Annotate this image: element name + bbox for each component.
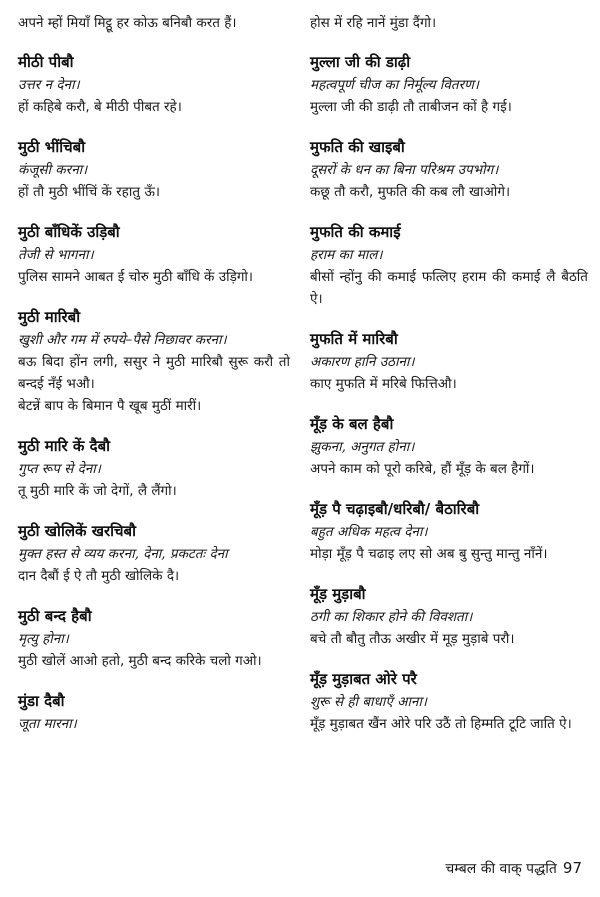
entry-example: काए मुफति में मरिबे फित्तिऔ। [310,376,457,392]
entry-meaning: कंजूसी करना। [18,162,88,178]
page-footer [445,858,582,879]
entry-meaning: गुप्त रूप से देना। [18,461,101,477]
entry-phrase: मुफति की कमाई [310,223,401,241]
continuation-text [310,12,588,34]
entry-phrase: मुंडा दैबौ [18,692,65,710]
entry-example: मुठी खोलें आओ हतो, मुठी बन्द करिके चलो गओ। [18,653,262,669]
entry [18,307,290,417]
left-column [18,12,290,754]
entry-phrase: मुठी बन्द हैबौ [18,607,92,625]
entry [310,499,588,565]
continuation-text [18,12,290,34]
entry [310,584,588,650]
entry-example-second: बेटन्नें बाप के बिमान पै खूब मुठीं मारीं। [18,398,202,414]
entry-meaning: झुकना, अनुगत होना। [310,439,415,455]
entry-phrase: मुठी खोलिकें खरचिबौ [18,522,137,540]
entry-example: मोड़ा मूँड़ पै चढाइ लए सो अब बु सुन्तु मान्तु नाँनें। [310,546,548,562]
entry-phrase: मुठी बाँधिकें उड़िबौ [18,223,120,241]
entry-phrase: मीठी पीबौ [18,53,74,71]
entry-example: तू मुठी मारि कें जो देगों, लै लैंगो। [18,483,177,499]
entry-example: होस में रहि नानें मुंडा दैंगो। [310,15,437,31]
entry-meaning: हराम का माल। [310,247,383,263]
entry-example: बचे तौ बौतु तौऊ अखीर में मूड़ मुड़ाबे परौ। [310,631,515,647]
entry-meaning: उत्तर न देना। [18,77,80,93]
entry-meaning: बहुत अधिक महत्व देना। [310,524,428,540]
entry-example: मुल्ला जी की डाढ़ी तौ ताबीजन कों है गई। [310,99,512,115]
entry [18,222,290,288]
entry-meaning: शुरू से ही बाधाएँ आना। [310,694,427,710]
entry-phrase: मूँड़ के बल हैबौ [310,415,394,433]
entry [18,521,290,587]
entry [18,436,290,502]
book-title: चम्बल की वाक् पद्धति [445,861,557,877]
entry-example: अपने म्हों मियाँ मिट्ठू हर कोऊ बनिबौ करत हैं। [18,15,237,31]
entry-phrase: मूँड़ मुड़ाबौ [310,585,366,603]
entry-meaning: मुक्त हस्त से व्यय करना, देना, प्रकटतः देना [18,546,228,562]
entry-phrase: मुल्ला जी की डाढ़ी [310,53,411,71]
entry [310,414,588,480]
entry [310,669,588,735]
entry-phrase: मुठी भींचिबौ [18,138,86,156]
entry [310,137,588,203]
entry [18,137,290,203]
entry-example: पुलिस सामने आबत ई चोरु मुठी बाँधि कें उड़िगो। [18,269,254,285]
entry-meaning: खुशी और गम में रुपये–पैसे निछावर करना। [18,332,227,348]
entry-meaning: जूता मारना। [18,716,77,732]
page-number: 97 [562,859,582,877]
entry [18,606,290,672]
entry-example: कछू तौ करौ, मुफति की कब लौ खाओगे। [310,184,511,200]
entry-example: दान दैबौं ई ऐ तौ मुठी खोलिके दै। [18,568,180,584]
entry-example: मूँड़ मुड़ाबत खैंन ओरे परि उठैं तो हिम्मति टूटि जाति ऐ। [310,716,572,732]
entry [310,329,588,395]
entry-example: हों कहिबे करौ, बे मीठी पीबत रहे। [18,99,182,115]
entry-phrase: मुफति की खाइबौ [310,138,405,156]
entry [310,52,588,118]
entry-phrase: मुफति में मारिबौ [310,330,398,348]
entry-phrase: मूँड़ पै चढ़ाइबौ/धरिबौ/ बैठारिबौ [310,500,480,518]
entry-meaning: महत्वपूर्ण चीज का निर्मूल्य वितरण। [310,77,480,93]
entry-phrase: मुठी मारि कें दैबौ [18,437,111,455]
entry [18,691,290,735]
entry-phrase: मूँड़ मुड़ाबत ओरे परै [310,670,417,688]
entry-meaning: मृत्यु होना। [18,631,69,647]
right-column [310,12,588,754]
entry [310,222,588,310]
entry-meaning: ठगी का शिकार होने की विवशता। [310,609,473,625]
entry-example: बऊ बिदा होंन लगी, ससुर ने मुठी मारिबौ सुरू करौ तो बन्दई नँई भऔ। [18,354,290,392]
entry-example: हों तौ मुठी भींचिं कें रहातु ऊँ। [18,184,161,200]
entry-meaning: दूसरों के धन का बिना परिश्रम उपभोग। [310,162,499,178]
entry [18,52,290,118]
entry-example: बीसों न्होंनु की कमाई फत्लिए हराम की कमाई लै बैठति ऐ। [310,269,588,307]
entry-meaning: तेजी से भागना। [18,247,94,263]
entry-example: अपने काम को पूरो करिबे, हौं मूँड़ के बल हैगों। [310,461,535,477]
entry-phrase: मुठी मारिबौ [18,308,81,326]
entry-meaning: अकारण हानि उठाना। [310,354,415,370]
